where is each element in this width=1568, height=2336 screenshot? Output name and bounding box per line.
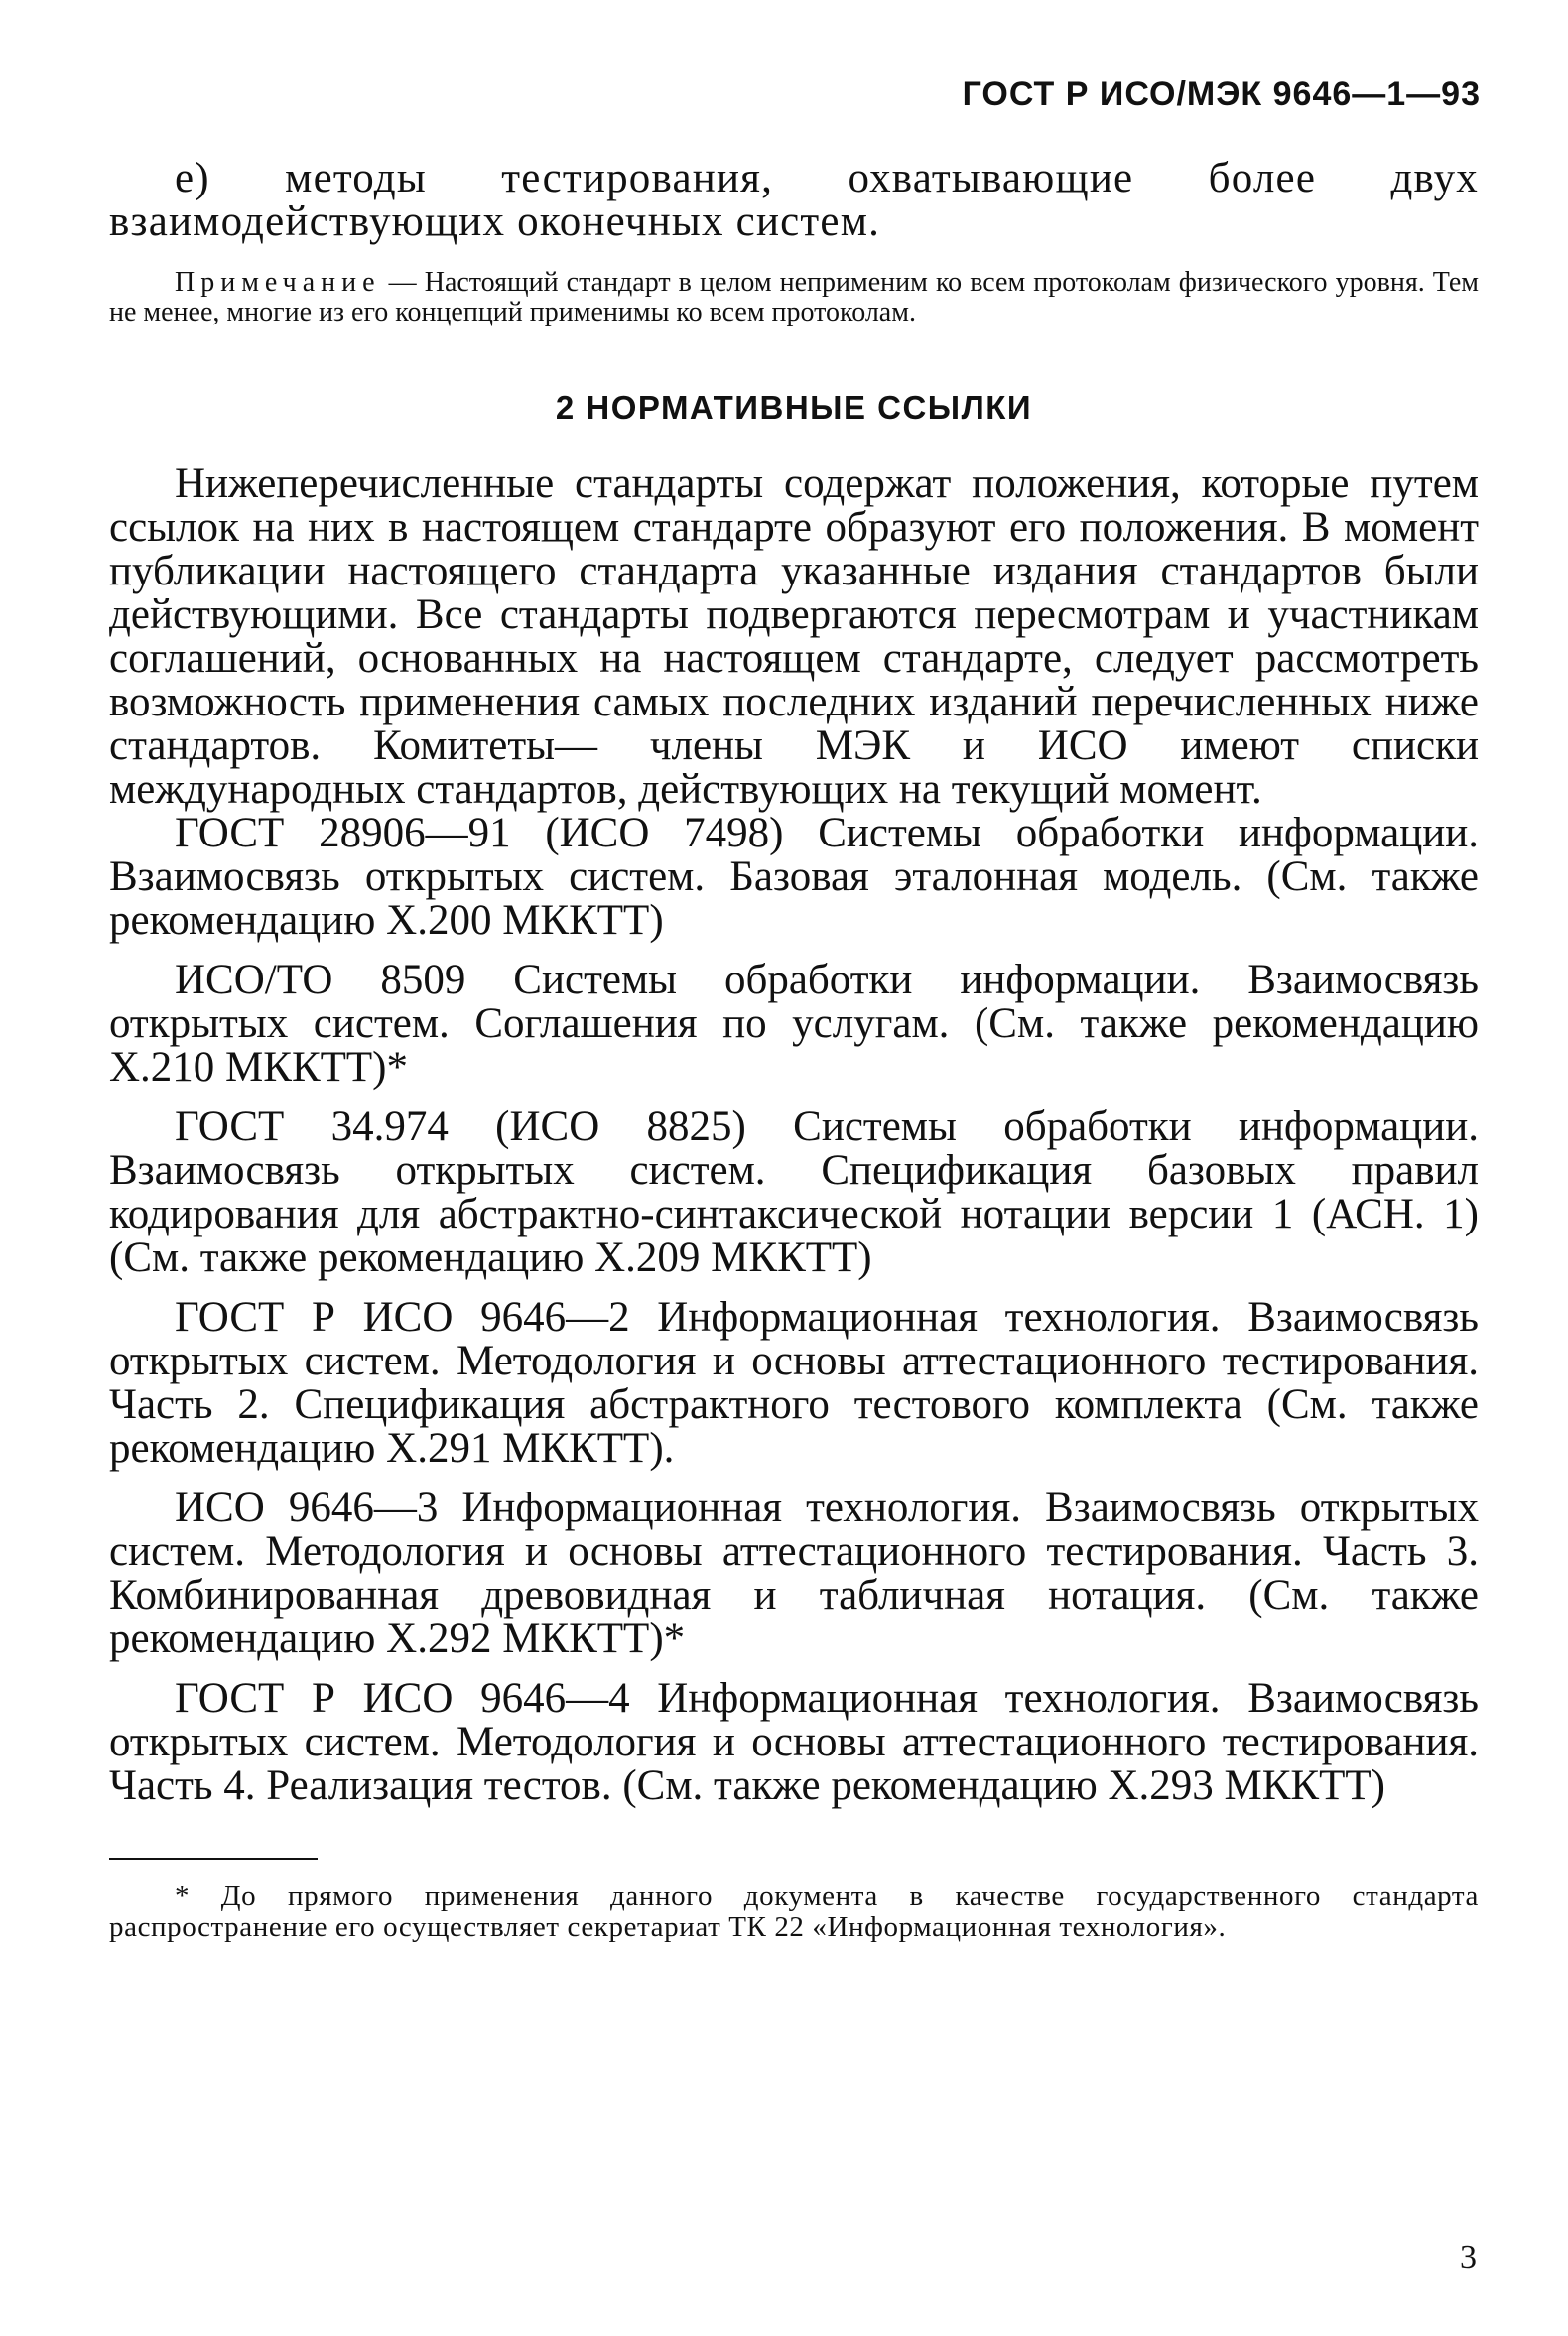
- note: [109, 268, 1479, 327]
- list-item-e: е) методы тестирования, охватывающие более двух взаимодействующих оконечных систем.: [109, 155, 1479, 245]
- reference-item: ИСО/ТО 8509 Системы обработки информации. Взаимосвязь открытых систем. Соглашения по услугам. (См. также рекомендацию Х.210 МККТТ)*: [109, 957, 1479, 1091]
- note-label: Примечание: [175, 267, 381, 298]
- section-heading: 2 НОРМАТИВНЫЕ ССЫЛКИ: [555, 389, 1033, 426]
- reference-list: [109, 812, 1479, 1808]
- reference-item: ГОСТ Р ИСО 9646—4 Информационная технология. Взаимосвязь открытых систем. Методология и основы аттестационного тестирования. Часть 4. Реализация тестов. (См. также рекомендацию Х.293 МККТТ): [109, 1675, 1479, 1809]
- reference-item: ГОСТ 34.974 (ИСО 8825) Системы обработки информации. Взаимосвязь открытых систем. Спецификация базовых правил кодирования для абстрактно-синтаксической нотации версии 1 (АСН. 1) (См. также рекомендацию Х.209 МККТТ): [109, 1103, 1479, 1281]
- footnote: * До прямого применения данного документа в качестве государственного стандарта распространение его осуществляет секретариат ТК 22 «Информационная технология».: [109, 1881, 1479, 1943]
- reference-item: ИСО 9646—3 Информационная технология. Взаимосвязь открытых систем. Методология и основы аттестационного тестирования. Часть 3. Комбинированная древовидная и табличная нотация. (См. также рекомендацию Х.292 МККТТ)*: [109, 1485, 1479, 1662]
- page-content: [109, 157, 1479, 1943]
- note-text: — Настоящий стандарт в целом неприменим ко всем протоколам физического уровня. Тем не менее, многие из его концепций применимы ко всем протоколам.: [109, 267, 1479, 327]
- reference-item: ГОСТ Р ИСО 9646—2 Информационная технология. Взаимосвязь открытых систем. Методология и основы аттестационного тестирования. Часть 2. Спецификация абстрактного тестового комплекта (См. также рекомендацию Х.291 МККТТ).: [109, 1294, 1479, 1472]
- page-number: 3: [1460, 2239, 1477, 2275]
- section-intro-paragraph: Нижеперечисленные стандарты содержат положения, которые путем ссылок на них в настоящем стандарте образуют его положения. В момент публикации настоящего стандарта указанные издания стандартов были действующими. Все стандарты подвергаются пересмотрам и участникам соглашений, основанных на настоящем стандарте, следует рассмотреть возможность применения самых последних изданий перечисленных ниже стандартов. Комитеты— члены МЭК и ИСО имеют списки международных стандартов, действующих на текущий момент.: [109, 460, 1479, 813]
- running-header: ГОСТ Р ИСО/МЭК 9646—1—93: [962, 75, 1481, 113]
- footnote-divider: [109, 1858, 318, 1860]
- reference-item: ГОСТ 28906—91 (ИСО 7498) Системы обработки информации. Взаимосвязь открытых систем. Базовая эталонная модель. (См. также рекомендацию Х.200 МККТТ): [109, 810, 1479, 944]
